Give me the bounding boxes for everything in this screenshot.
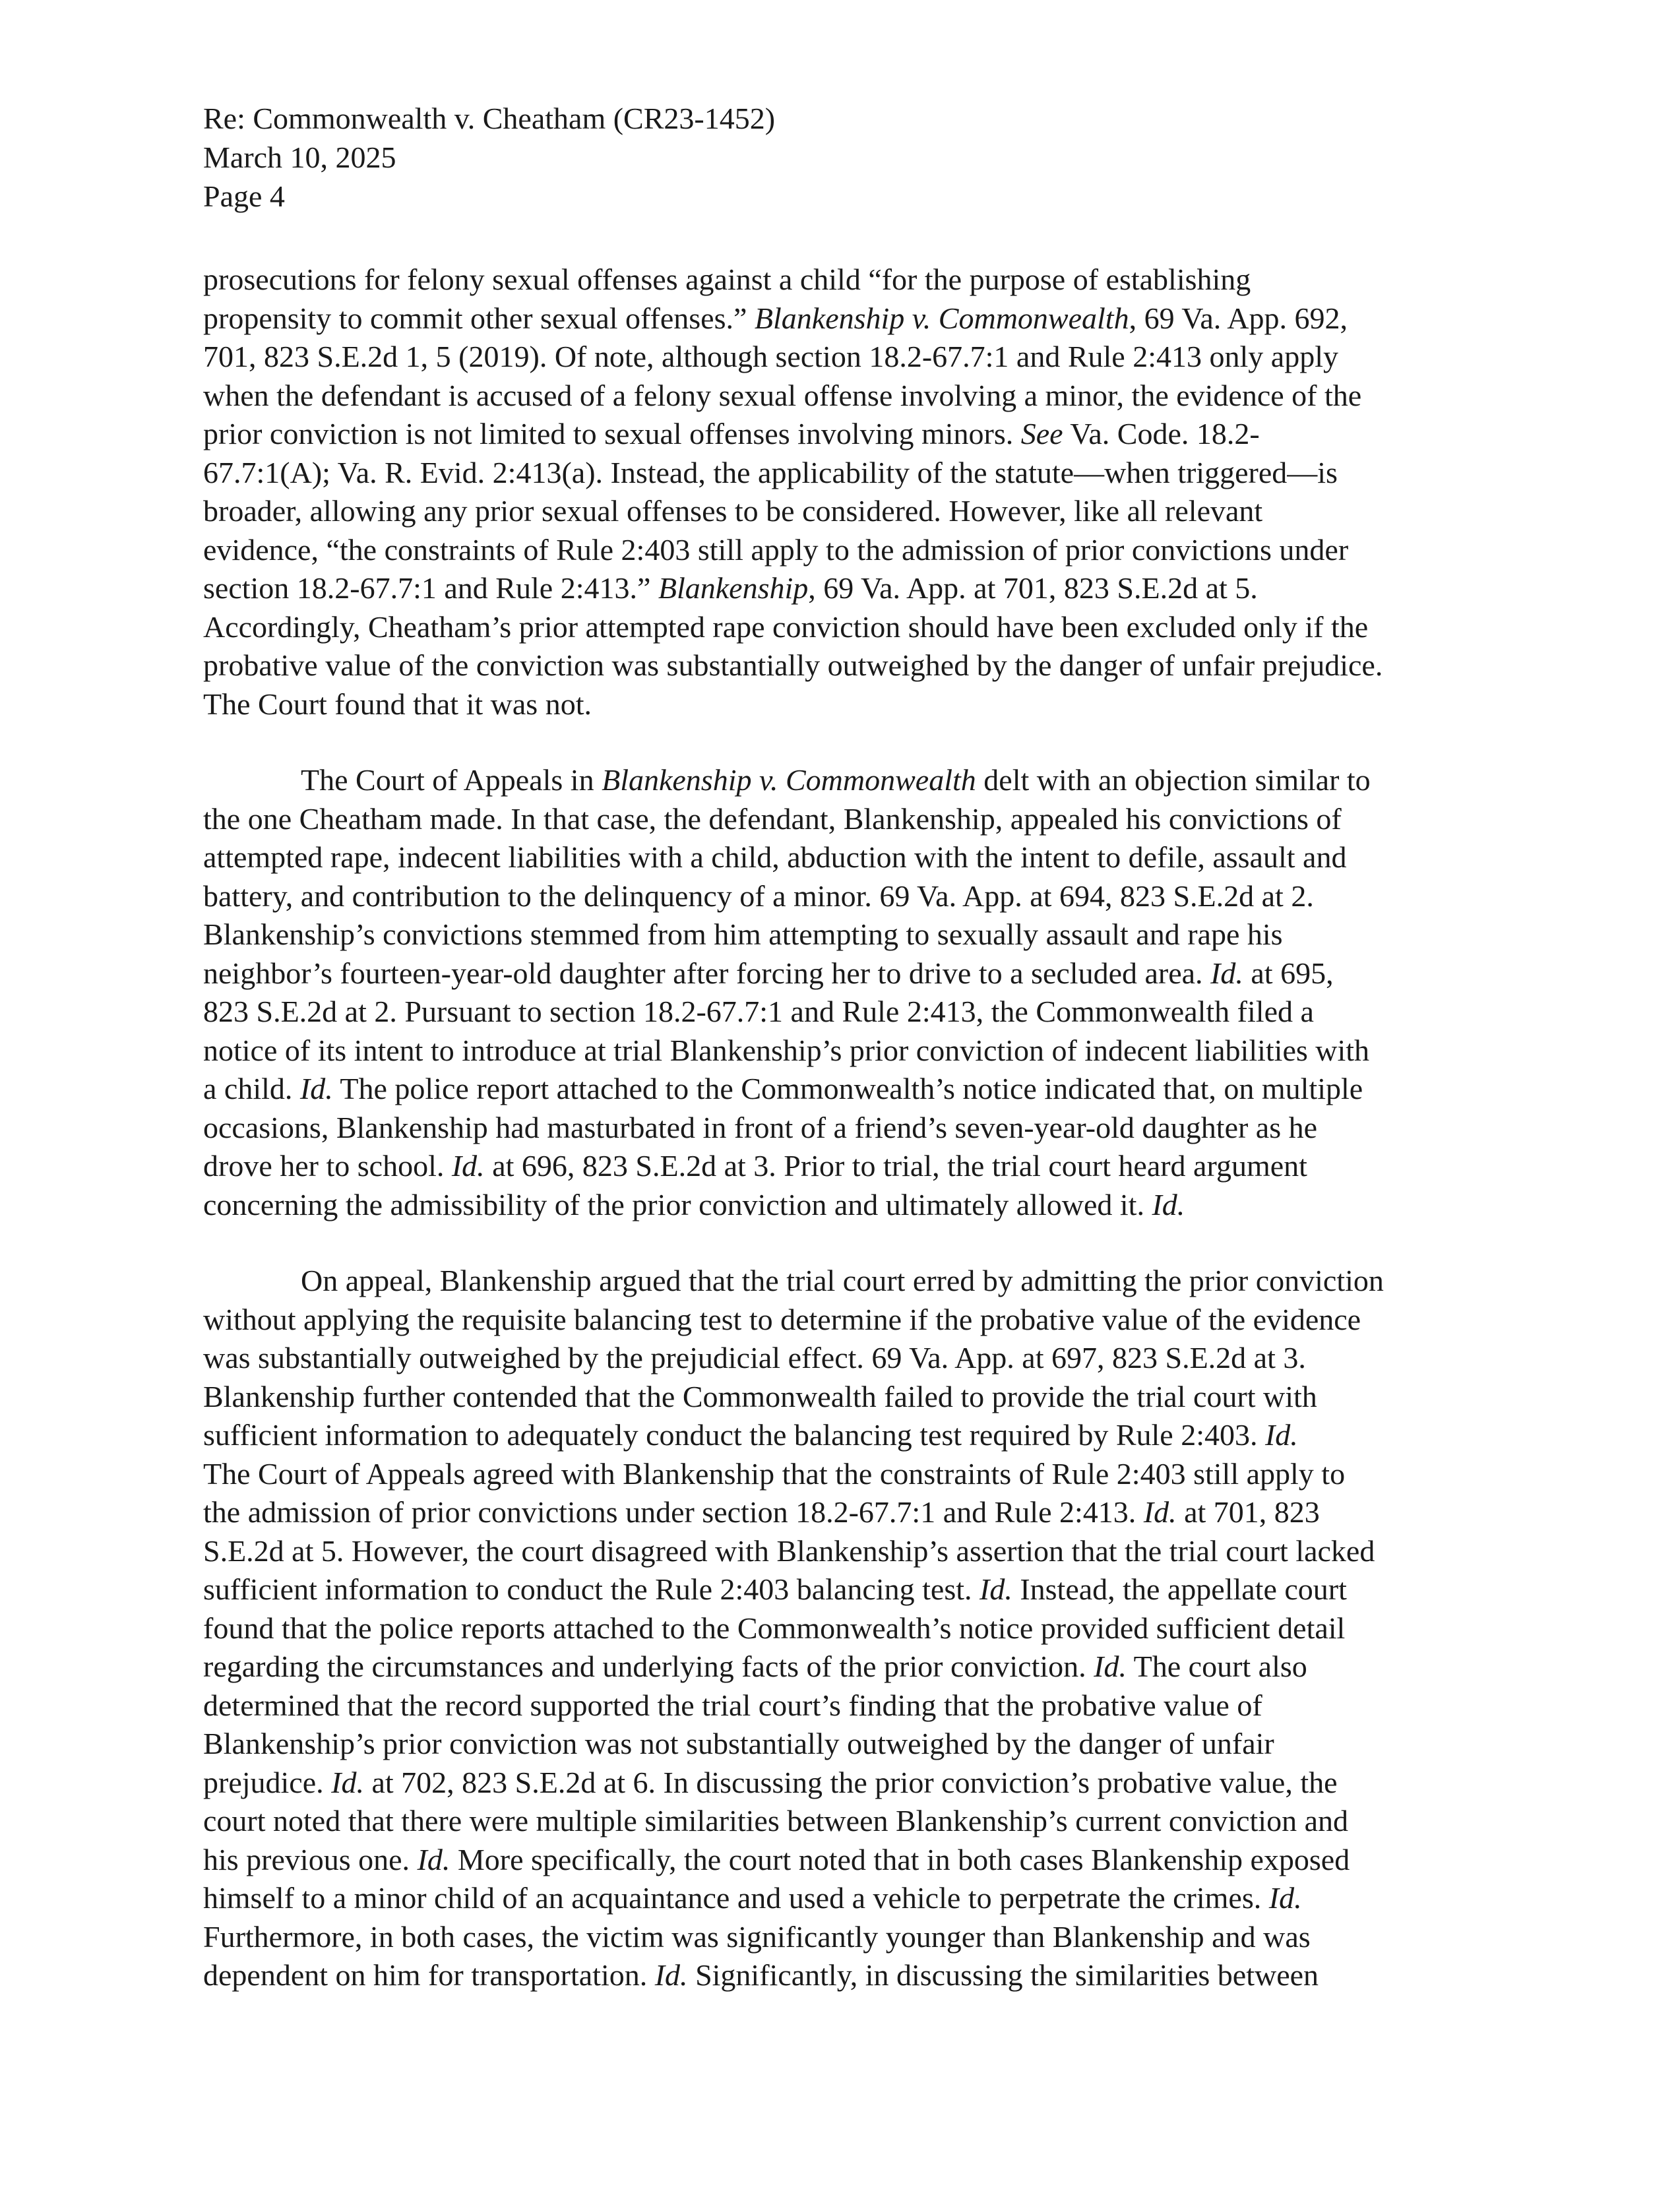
text-line: determined that the record supported the trial court’s finding that the probative value of — [203, 1688, 1262, 1722]
text-line: neighbor’s fourteen-year-old daughter after forcing her to drive to a secluded area. Id. at 695, — [203, 956, 1334, 990]
text-line: occasions, Blankenship had masturbated in front of a friend’s seven-year-old daughter as he — [203, 1110, 1318, 1144]
text-line: battery, and contribution to the delinquency of a minor. 69 Va. App. at 694, 823 S.E.2d at 2. — [203, 879, 1314, 913]
citation-italic: Id. — [1152, 1187, 1185, 1221]
text-line: 823 S.E.2d at 2. Pursuant to section 18.2-67.7:1 and Rule 2:413, the Commonwealth filed a — [203, 995, 1314, 1028]
citation-italic: Id. — [1268, 1881, 1302, 1915]
citation-italic: Id. — [1143, 1495, 1177, 1529]
text-line: when the defendant is accused of a felony sexual offense involving a minor, the evidence of the — [203, 378, 1362, 412]
text-line: sufficient information to conduct the Rule 2:403 balancing test. Id. Instead, the appellate court — [203, 1572, 1347, 1606]
text-line: prior conviction is not limited to sexual offenses involving minors. See Va. Code. 18.2- — [203, 417, 1260, 450]
text-line: The Court found that it was not. — [203, 687, 592, 721]
text-line: drove her to school. Id. at 696, 823 S.E.2d at 3. Prior to trial, the trial court heard argument — [203, 1149, 1307, 1183]
text-line: without applying the requisite balancing test to determine if the probative value of the evidence — [203, 1302, 1361, 1336]
text-line: himself to a minor child of an acquaintance and used a vehicle to perpetrate the crimes. Id. — [203, 1881, 1302, 1915]
text-line: evidence, “the constraints of Rule 2:403 still apply to the admission of prior convictions under — [203, 532, 1349, 567]
text-line: On appeal, Blankenship argued that the trial court erred by admitting the prior conviction — [301, 1264, 1384, 1297]
paragraph-1 — [203, 261, 1482, 724]
text-line: Blankenship’s prior conviction was not substantially outweighed by the danger of unfair — [203, 1727, 1274, 1760]
text-line: dependent on him for transportation. Id. Significantly, in discussing the similarities between — [203, 1958, 1319, 1992]
text-line: court noted that there were multiple similarities between Blankenship’s current conviction and — [203, 1804, 1348, 1838]
citation-italic: Blankenship v. Commonwealth — [602, 763, 976, 797]
text-line: propensity to commit other sexual offenses.” Blankenship v. Commonwealth, 69 Va. App. 692, — [203, 301, 1348, 335]
text-line: probative value of the conviction was substantially outweighed by the danger of unfair prejudice. — [203, 648, 1383, 682]
case-reference: Re: Commonwealth v. Cheatham (CR23-1452) — [203, 102, 776, 135]
letter-date: March 10, 2025 — [203, 140, 396, 174]
text-line: the one Cheatham made. In that case, the defendant, Blankenship, appealed his convictions of — [203, 801, 1342, 836]
citation-italic: Id. — [1094, 1650, 1127, 1683]
citation-italic: Id. — [654, 1958, 688, 1992]
citation-italic: Id. — [451, 1149, 485, 1183]
text-line: prejudice. Id. at 702, 823 S.E.2d at 6. In discussing the prior conviction’s probative value, the — [203, 1765, 1338, 1799]
citation-italic: Id. — [417, 1842, 451, 1876]
paragraph-2 — [203, 761, 1482, 1224]
text-line: regarding the circumstances and underlying facts of the prior conviction. Id. The court also — [203, 1650, 1307, 1683]
citation-italic: See — [1020, 417, 1063, 450]
text-line: a child. Id. The police report attached to the Commonwealth’s notice indicated that, on multiple — [203, 1072, 1363, 1105]
letter-header — [203, 99, 1482, 216]
text-line: was substantially outweighed by the prejudicial effect. 69 Va. App. at 697, 823 S.E.2d at 3. — [203, 1341, 1306, 1374]
text-line: The Court of Appeals agreed with Blankenship that the constraints of Rule 2:403 still apply to — [203, 1456, 1346, 1491]
text-line: Furthermore, in both cases, the victim was significantly younger than Blankenship and was — [203, 1919, 1311, 1954]
text-line: attempted rape, indecent liabilities with a child, abduction with the intent to defile, assault and — [203, 840, 1347, 874]
text-line: Accordingly, Cheatham’s prior attempted rape conviction should have been excluded only if the — [203, 609, 1369, 644]
text-line: his previous one. Id. More specifically, the court noted that in both cases Blankenship exposed — [203, 1842, 1350, 1876]
citation-italic: Blankenship v. Commonwealth — [754, 301, 1129, 335]
text-line: 67.7:1(A); Va. R. Evid. 2:413(a). Instead, the applicability of the statute—when triggered—is — [203, 455, 1338, 489]
text-line: The Court of Appeals in Blankenship v. Commonwealth delt with an objection similar to — [301, 763, 1371, 797]
text-line: sufficient information to adequately conduct the balancing test required by Rule 2:403. Id. — [203, 1418, 1298, 1452]
citation-italic: Id. — [299, 1072, 333, 1105]
citation-italic: Id. — [1210, 956, 1243, 990]
text-line: Blankenship further contended that the Commonwealth failed to provide the trial court with — [203, 1379, 1317, 1413]
citation-italic: Id. — [980, 1572, 1012, 1606]
citation-italic: Id. — [1264, 1418, 1298, 1452]
page-number: Page 4 — [203, 179, 285, 213]
citation-italic: Id. — [331, 1765, 364, 1799]
text-line: concerning the admissibility of the prior conviction and ultimately allowed it. Id. — [203, 1187, 1185, 1221]
text-line: 701, 823 S.E.2d 1, 5 (2019). Of note, although section 18.2-67.7:1 and Rule 2:413 only apply — [203, 340, 1338, 373]
text-line: S.E.2d at 5. However, the court disagreed with Blankenship’s assertion that the trial court lacked — [203, 1533, 1375, 1568]
citation-italic: Blankenship — [658, 571, 809, 605]
paragraph-3 — [203, 1262, 1482, 1995]
text-line: found that the police reports attached to the Commonwealth’s notice provided sufficient detail — [203, 1611, 1346, 1645]
text-line: broader, allowing any prior sexual offenses to be considered. However, like all relevant — [203, 494, 1263, 528]
text-line: Blankenship’s convictions stemmed from him attempting to sexually assault and rape his — [203, 917, 1283, 951]
text-line: section 18.2-67.7:1 and Rule 2:413.” Blankenship, 69 Va. App. at 701, 823 S.E.2d at 5. — [203, 571, 1258, 605]
text-line: notice of its intent to introduce at trial Blankenship’s prior conviction of indecent liabilities with — [203, 1033, 1370, 1067]
text-line: the admission of prior convictions under section 18.2-67.7:1 and Rule 2:413. Id. at 701, 823 — [203, 1495, 1320, 1529]
text-line: prosecutions for felony sexual offenses against a child “for the purpose of establishing — [203, 263, 1251, 296]
